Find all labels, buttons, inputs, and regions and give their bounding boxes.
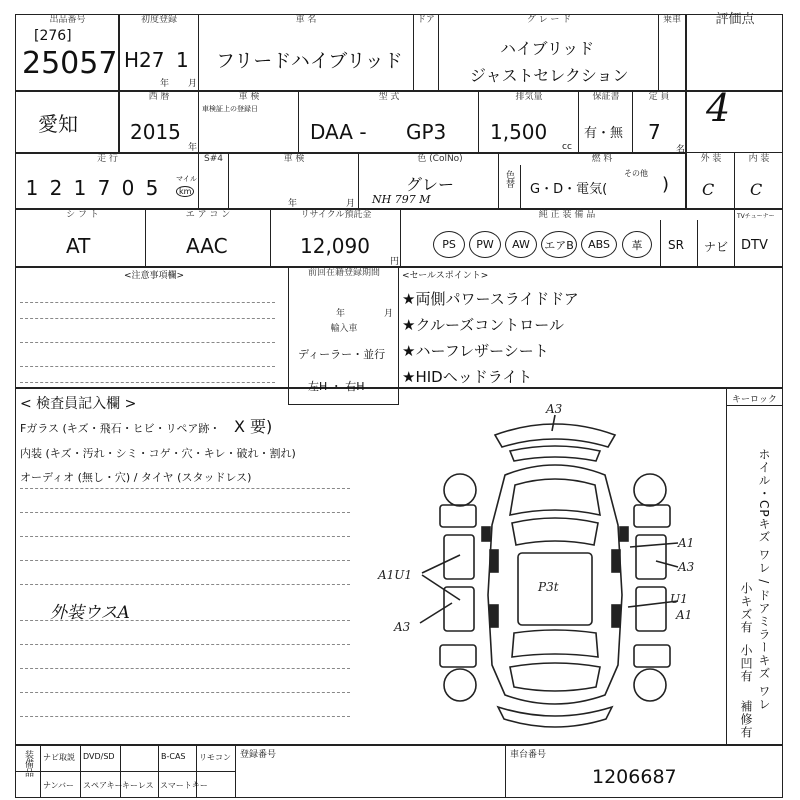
left-front-fender: [440, 505, 476, 527]
lot-number: 25057: [22, 46, 118, 81]
grade-label: グ レ ー ド: [526, 15, 572, 25]
model-label: 型 式: [378, 92, 400, 102]
capacity-unit: 名: [676, 145, 686, 155]
pillar-right: [612, 550, 620, 572]
equip-aw: AW: [505, 231, 537, 258]
wheel-front-right: [634, 474, 666, 506]
model-year-unit: 年: [188, 143, 198, 153]
mark-front: A3: [546, 402, 563, 416]
lot-no-label: 出品番号: [49, 15, 86, 25]
car-name-label: 車 名: [295, 15, 317, 25]
first-reg-month-unit: 月: [188, 79, 198, 89]
equip-sr: SR: [668, 238, 684, 252]
shift: AT: [66, 234, 91, 258]
mark-roof: P3t: [538, 580, 559, 594]
grade-line2: ジャストセレクション: [470, 66, 629, 85]
items-label: 装備品: [23, 750, 33, 777]
history-year: 年: [336, 309, 346, 319]
reg-no-label: 登録番号: [240, 750, 277, 760]
tail-outline: [510, 663, 600, 691]
sales-point: ★ハーフレザーシート: [402, 342, 549, 360]
equip-label: 純 正 装 備 品: [538, 210, 596, 220]
chassis-label: 車 検: [283, 154, 305, 164]
interior-label: 内 装: [748, 154, 770, 164]
capacity: 7: [648, 120, 661, 144]
mark-right-4: A1: [676, 608, 693, 622]
inspection-sub: 車検証上の登録日: [202, 105, 258, 113]
color-change-label: 色替: [504, 170, 514, 188]
location: 愛知: [38, 112, 78, 136]
mile-unit: マイル: [176, 175, 197, 183]
model-code: GP3: [406, 120, 447, 144]
footer-item-keyless: キーレス: [122, 781, 154, 790]
mirror-left: [482, 527, 490, 541]
row3-year-unit: 年: [288, 199, 298, 209]
km-unit: km: [176, 186, 194, 197]
color: グレー: [406, 175, 455, 194]
model-prefix: DAA -: [310, 120, 367, 144]
fuel-other: その他: [624, 169, 648, 178]
fuel-close: ): [662, 174, 670, 195]
right-front-fender: [634, 505, 670, 527]
mileage-digit: 0: [121, 176, 135, 200]
windshield-outline: [512, 518, 598, 545]
mark-left-low: A3: [394, 620, 411, 634]
chassis-number: 1206687: [592, 766, 677, 788]
tv-label: TVチューナー: [737, 213, 775, 220]
chassis-no-label: 車台番号: [510, 750, 547, 760]
yen-unit: 円: [390, 257, 400, 267]
first-reg-year-unit: 年: [160, 79, 170, 89]
left-front-door: [444, 535, 474, 579]
side-text-small-scratch: 小キズ有: [739, 582, 753, 634]
footer-item-dvd: DVD/SD: [83, 752, 115, 761]
handwritten-note: 外装ウスA: [50, 603, 130, 623]
interior-grade: C: [750, 180, 763, 199]
warranty-value: 有・無: [584, 126, 624, 141]
left-rear-fender: [440, 645, 476, 667]
capacity-label: 定 員: [648, 92, 670, 102]
displacement-label: 排気量: [515, 92, 543, 102]
mileage-label: 走 行: [97, 154, 118, 164]
sales-label: <セールスポイント>: [402, 271, 489, 281]
steering: 左H ・ 右H: [308, 380, 365, 393]
mileage-digit: 1: [25, 176, 39, 200]
footer-item-remote: リモコン: [199, 753, 231, 762]
equip-abs: ABS: [581, 231, 617, 258]
leader-left-1: [422, 555, 460, 573]
mark-right-3: U1: [670, 592, 688, 606]
mileage-digit: 2: [49, 176, 63, 200]
left-rear-door: [444, 587, 474, 631]
car-name: フリードハイブリッド: [216, 50, 403, 72]
seats-label: 乗車: [662, 15, 681, 25]
equip-navi: ナビ: [704, 240, 729, 254]
footer-item-bcas: B-CAS: [161, 752, 186, 761]
mark-left-group: A1U1: [378, 568, 413, 582]
interior-line: 内装 (キズ・汚れ・シミ・コゲ・穴・キレ・破れ・割れ): [20, 447, 296, 460]
mirror-right: [620, 527, 628, 541]
leader-left-low: [420, 603, 452, 623]
quarter-right: [612, 605, 620, 627]
first-reg-month: 1: [176, 48, 189, 72]
equip-pw: PW: [469, 231, 501, 258]
rear-glass-outline: [512, 630, 598, 657]
mark-right-1: A1: [678, 536, 695, 550]
door-label: ドア: [417, 15, 435, 25]
inspector-title: < 検査員記入欄 >: [20, 396, 137, 412]
mileage-digits: [20, 176, 164, 200]
right-front-door: [636, 535, 666, 579]
cc-unit: cc: [562, 142, 572, 152]
sales-point: ★両側パワースライドドア: [402, 290, 579, 308]
pillar-left: [490, 550, 498, 572]
recycle: 12,090: [300, 234, 370, 258]
mileage-digit: 7: [97, 176, 111, 200]
history-month: 月: [384, 309, 394, 319]
quarter-left: [490, 605, 498, 627]
exterior-label: 外 装: [700, 154, 722, 164]
sno-label: S#4: [204, 154, 223, 164]
exterior-grade: C: [702, 180, 715, 199]
import-dealer: ディーラー・並行: [298, 348, 386, 361]
right-rear-fender: [634, 645, 670, 667]
sales-point: ★HIDヘッドライト: [402, 368, 533, 386]
displacement: 1,500: [490, 120, 548, 144]
side-text-main: ホイル・CPキズ ワレ / ドアミラーキズ ワレ: [757, 448, 771, 711]
equip-ps: PS: [433, 231, 465, 258]
side-text-repaired: 補修有: [739, 700, 753, 739]
inspection-label: 車 検: [238, 92, 260, 102]
color-code: NH 797 M: [372, 193, 431, 206]
color-label: 色 (ColNo): [417, 154, 463, 164]
model-year-label: 西 暦: [148, 92, 170, 102]
fuel-label: 燃 料: [591, 154, 613, 164]
hood-outline: [510, 479, 600, 515]
footer-item-navi-manual: ナビ取説: [43, 753, 75, 762]
score-value: 4: [706, 86, 731, 130]
first-reg-label: 初度登録: [140, 15, 177, 25]
right-rear-door: [636, 587, 666, 631]
shift-label: シ フ ト: [66, 210, 99, 220]
ac: AAC: [186, 234, 228, 258]
warranty-label: 保証書: [592, 92, 620, 102]
glass-line: Fガラス (キズ・飛石・ヒビ・リペア跡・: [20, 422, 221, 435]
footer-item-smart-key: スマートキー: [160, 781, 208, 790]
leader-right-1: [630, 543, 678, 547]
score-label: 評価点: [715, 12, 755, 27]
mark-right-2: A3: [678, 560, 695, 574]
equip-leather: 革: [622, 231, 652, 258]
wheel-rear-left: [444, 669, 476, 701]
wheel-front-left: [444, 474, 476, 506]
equip-dtv: DTV: [741, 238, 768, 253]
car-damage-diagram: [360, 395, 725, 743]
glass-mark: X 要): [234, 417, 273, 436]
model-year: 2015: [130, 120, 181, 144]
equip-airbag: エアB: [541, 231, 577, 258]
key-label: キーロック: [732, 395, 777, 405]
footer-item-spare-key: スペアキー: [83, 781, 123, 790]
front-bumper-outline: [495, 424, 615, 447]
audio-line: オーディオ (無し・穴) / タイヤ (スタッドレス): [20, 471, 252, 484]
wheel-rear-right: [634, 669, 666, 701]
import-label: 輸入車: [330, 324, 358, 334]
grade-line1: ハイブリッド: [500, 39, 595, 58]
sales-point: ★クルーズコントロール: [402, 316, 564, 334]
mileage-digit: 1: [73, 176, 87, 200]
leader-right-2: [656, 561, 678, 567]
row3-month-unit: 月: [346, 199, 356, 209]
history-label: 前回在籍登録期間: [307, 268, 380, 278]
side-text-small-dent: 小凹有: [739, 644, 753, 683]
lot-prefix: [276]: [34, 28, 72, 44]
recycle-label: リサイクル預託金: [300, 210, 372, 220]
rear-bumper-outline: [498, 707, 612, 727]
first-reg-era: H27: [124, 48, 165, 72]
footer-item-plate: ナンバー: [43, 781, 75, 790]
caution-label: <注意事項欄>: [124, 271, 185, 281]
fuel-value: G・D・電気(: [530, 182, 608, 197]
front-bumper-inner: [510, 446, 600, 461]
ac-label: エ ア コ ン: [185, 210, 231, 220]
leader-front: [552, 415, 555, 431]
mileage-digit: 5: [145, 176, 159, 200]
